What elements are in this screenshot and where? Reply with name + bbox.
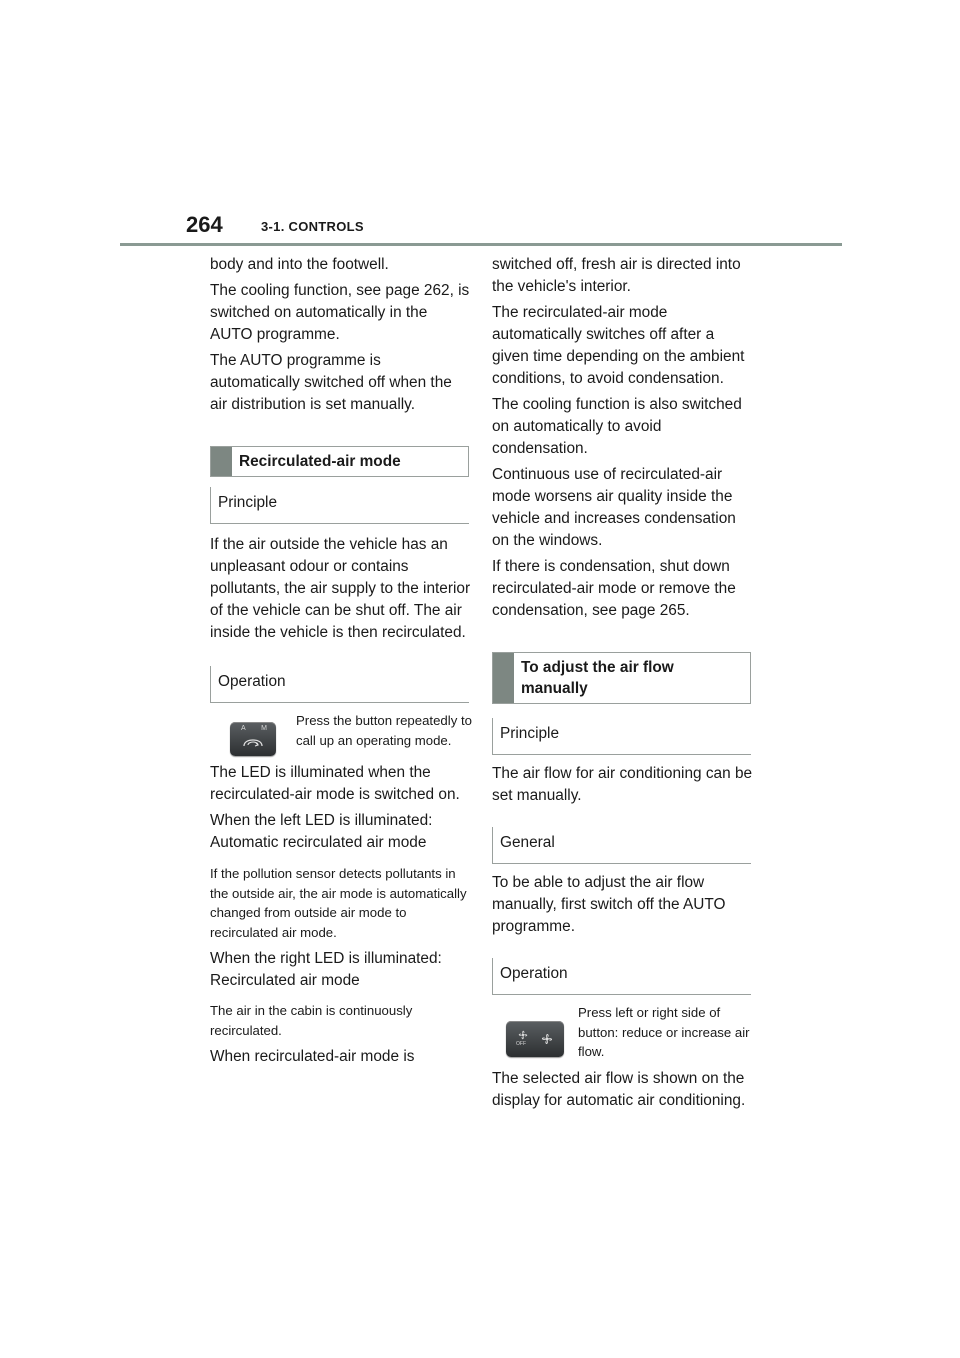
subheading-principle: Principle [210, 487, 469, 524]
paragraph: The air flow for air conditioning can be set manually. [492, 765, 753, 804]
section-heading-air-flow [492, 652, 751, 704]
paragraph-small: The air in the cabin is continuously recirculated. [210, 1003, 413, 1038]
off-label: OFF [516, 1041, 526, 1047]
paragraph: The cooling function is also switched on automatically to avoid condensation. [492, 396, 742, 457]
car-recirculation-icon [242, 737, 264, 749]
button-illustration [210, 711, 296, 756]
section-heading-recirculated-air [210, 446, 469, 477]
subheading-operation: Operation [492, 958, 751, 995]
recirculation-button-icon [230, 722, 276, 756]
section-title: To adjust the air flow manually [521, 659, 674, 697]
operation-row [210, 711, 472, 756]
subheading-operation: Operation [210, 666, 469, 703]
chapter-title: 3-1. CONTROLS [261, 219, 364, 234]
paragraph: body and into the footwell. [210, 256, 389, 273]
operation-row [492, 1003, 754, 1062]
heading-bar [493, 653, 514, 703]
header-divider [120, 243, 842, 246]
paragraph: Continuous use of recirculated-air mode worsens air quality inside the vehicle and increases condensation on the windows. [492, 466, 736, 549]
paragraph: switched off, fresh air is directed into the vehicle's interior. [492, 256, 741, 295]
fan-button-icon [506, 1021, 564, 1057]
operation-text: Press left or right side of button: reduce or increase air flow. [578, 1005, 750, 1059]
fan-small-icon [518, 1030, 528, 1040]
paragraph: The LED is illuminated when the recirculated-air mode is switched on. [210, 764, 460, 803]
paragraph: If there is condensation, shut down recirculated-air mode or remove the condensation, see page 265. [492, 558, 736, 619]
paragraph: The recirculated-air mode automatically switches off after a given time depending on the ambient conditions, to avoid condensation. [492, 304, 745, 387]
paragraph-small: If the pollution sensor detects pollutants in the outside air, the air mode is automatically changed from outside air mode to recirculated air mode. [210, 866, 467, 940]
section-title: Recirculated-air mode [239, 453, 401, 470]
paragraph: The selected air flow is shown on the display for automatic air conditioning. [492, 1069, 746, 1109]
paragraph: When recirculated-air mode is [210, 1048, 415, 1065]
paragraph: When the left LED is illuminated: Automatic recirculated air mode [210, 812, 433, 851]
led-label-m: M [261, 725, 267, 732]
page-number: 264 [186, 212, 223, 237]
led-label-a: A [241, 725, 246, 732]
paragraph: To be able to adjust the air flow manually, first switch off the AUTO programme. [492, 874, 726, 935]
subheading-general: General [492, 827, 751, 864]
paragraph: The AUTO programme is automatically switched off when the air distribution is set manually. [210, 352, 452, 413]
operation-text: Press the button repeatedly to call up an operating mode. [296, 713, 472, 748]
paragraph: When the right LED is illuminated: Recirculated air mode [210, 950, 442, 989]
left-column [210, 254, 472, 1072]
heading-bar [211, 447, 232, 476]
right-column [492, 254, 754, 1116]
paragraph: The cooling function, see page 262, is switched on automatically in the AUTO programme. [210, 282, 470, 343]
subheading-principle: Principle [492, 718, 751, 755]
fan-large-icon [541, 1033, 553, 1045]
paragraph: If the air outside the vehicle has an unpleasant odour or contains pollutants, the air supply to the interior of the vehicle can be shut off. The air inside the vehicle is then recirculated. [210, 536, 471, 641]
button-illustration [492, 1003, 578, 1057]
